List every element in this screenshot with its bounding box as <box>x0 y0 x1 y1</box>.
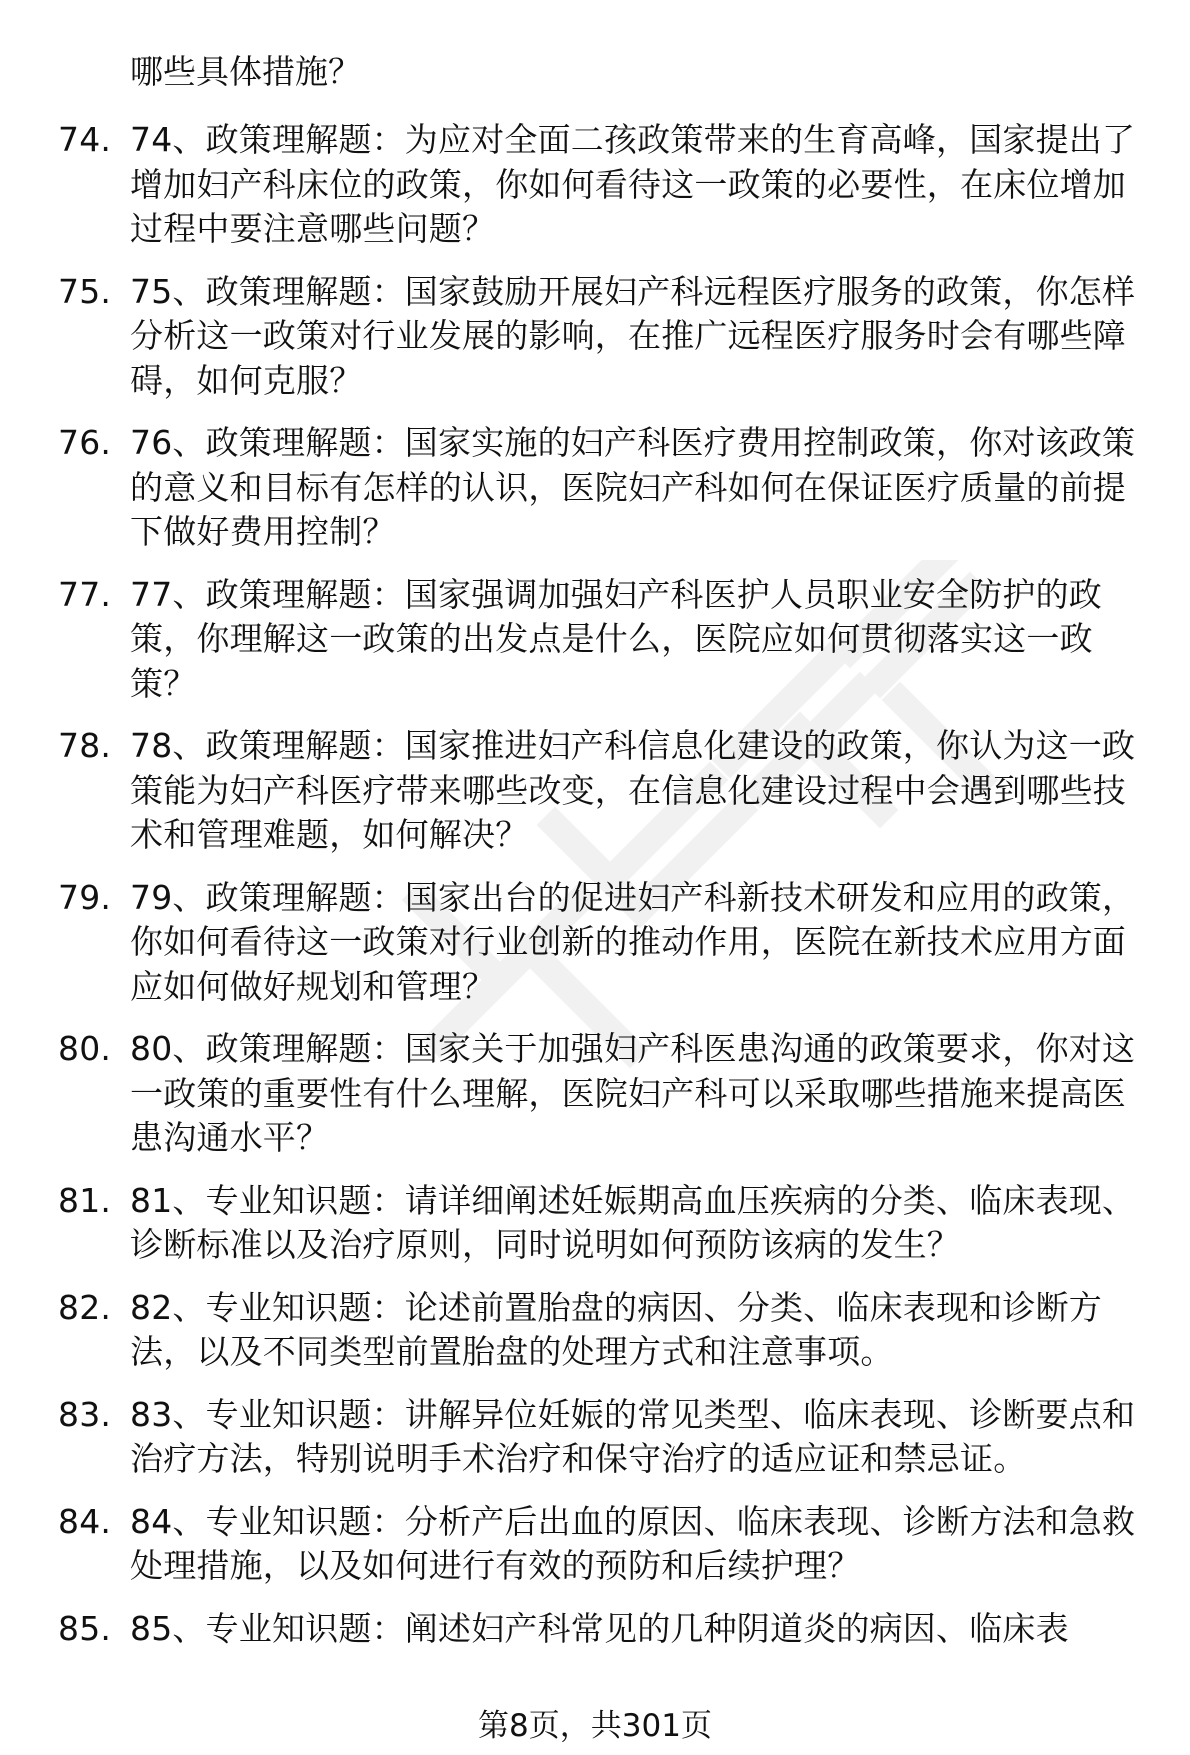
item-number: 82. <box>58 1287 112 1327</box>
list-item <box>0 1393 1190 1482</box>
item-number: 85. <box>58 1608 112 1648</box>
item-text: 74、政策理解题：为应对全面二孩政策带来的生育高峰，国家提出了增加妇产科床位的政策，你如何看待这一政策的必要性，在床位增加过程中要注意哪些问题？ <box>130 120 1136 248</box>
item-text: 83、专业知识题：讲解异位妊娠的常见类型、临床表现、诊断要点和治疗方法，特别说明手术治疗和保守治疗的适应证和禁忌证。 <box>130 1394 1136 1478</box>
item-text: 78、政策理解题：国家推进妇产科信息化建设的政策，你认为这一政策能为妇产科医疗带来哪些改变，在信息化建设过程中会遇到哪些技术和管理难题，如何解决？ <box>130 726 1136 854</box>
item-number: 79. <box>58 877 112 917</box>
item-text: 85、专业知识题：阐述妇产科常见的几种阴道炎的病因、临床表 <box>130 1608 1069 1648</box>
item-text: 80、政策理解题：国家关于加强妇产科医患沟通的政策要求，你对这一政策的重要性有什么理解，医院妇产科可以采取哪些措施来提高医患沟通水平？ <box>130 1029 1136 1157</box>
item-text: 81、专业知识题：请详细阐述妊娠期高血压疾病的分类、临床表现、诊断标准以及治疗原则，同时说明如何预防该病的发生？ <box>130 1180 1136 1264</box>
list-item <box>0 270 1190 404</box>
list-item <box>0 573 1190 707</box>
list-item <box>0 1500 1190 1589</box>
question-list <box>0 118 1190 1669</box>
list-item <box>0 1607 1190 1652</box>
item-text: 82、专业知识题：论述前置胎盘的病因、分类、临床表现和诊断方法，以及不同类型前置胎盘的处理方式和注意事项。 <box>130 1287 1102 1371</box>
continuation-text: 哪些具体措施？ <box>130 52 361 91</box>
item-text: 79、政策理解题：国家出台的促进妇产科新技术研发和应用的政策，你如何看待这一政策对行业创新的推动作用，医院在新技术应用方面应如何做好规划和管理？ <box>130 877 1136 1006</box>
list-item <box>0 876 1190 1010</box>
item-number: 74. <box>58 120 112 159</box>
item-number: 80. <box>58 1029 112 1068</box>
list-item <box>0 1179 1190 1268</box>
list-item <box>0 118 1190 252</box>
list-item <box>0 1286 1190 1375</box>
list-item <box>0 1027 1190 1161</box>
list-item <box>0 421 1190 555</box>
item-text: 84、专业知识题：分析产后出血的原因、临床表现、诊断方法和急救处理措施，以及如何进行有效的预防和后续护理？ <box>130 1501 1136 1585</box>
item-number: 83. <box>58 1394 112 1434</box>
item-text: 77、政策理解题：国家强调加强妇产科医护人员职业安全防护的政策，你理解这一政策的出发点是什么，医院应如何贯彻落实这一政策？ <box>130 574 1102 703</box>
item-number: 84. <box>58 1501 112 1541</box>
item-number: 77. <box>58 574 112 614</box>
list-item <box>0 724 1190 858</box>
item-text: 75、政策理解题：国家鼓励开展妇产科远程医疗服务的政策，你怎样分析这一政策对行业发展的影响，在推广远程医疗服务时会有哪些障碍，如何克服？ <box>130 271 1136 400</box>
item-number: 76. <box>58 423 112 462</box>
item-number: 78. <box>58 726 112 765</box>
page-footer: 第8页，共301页 <box>478 1708 712 1744</box>
item-number: 75. <box>58 271 112 311</box>
item-number: 81. <box>58 1180 112 1220</box>
item-text: 76、政策理解题：国家实施的妇产科医疗费用控制政策，你对该政策的意义和目标有怎样的认识，医院妇产科如何在保证医疗质量的前提下做好费用控制？ <box>130 423 1136 551</box>
